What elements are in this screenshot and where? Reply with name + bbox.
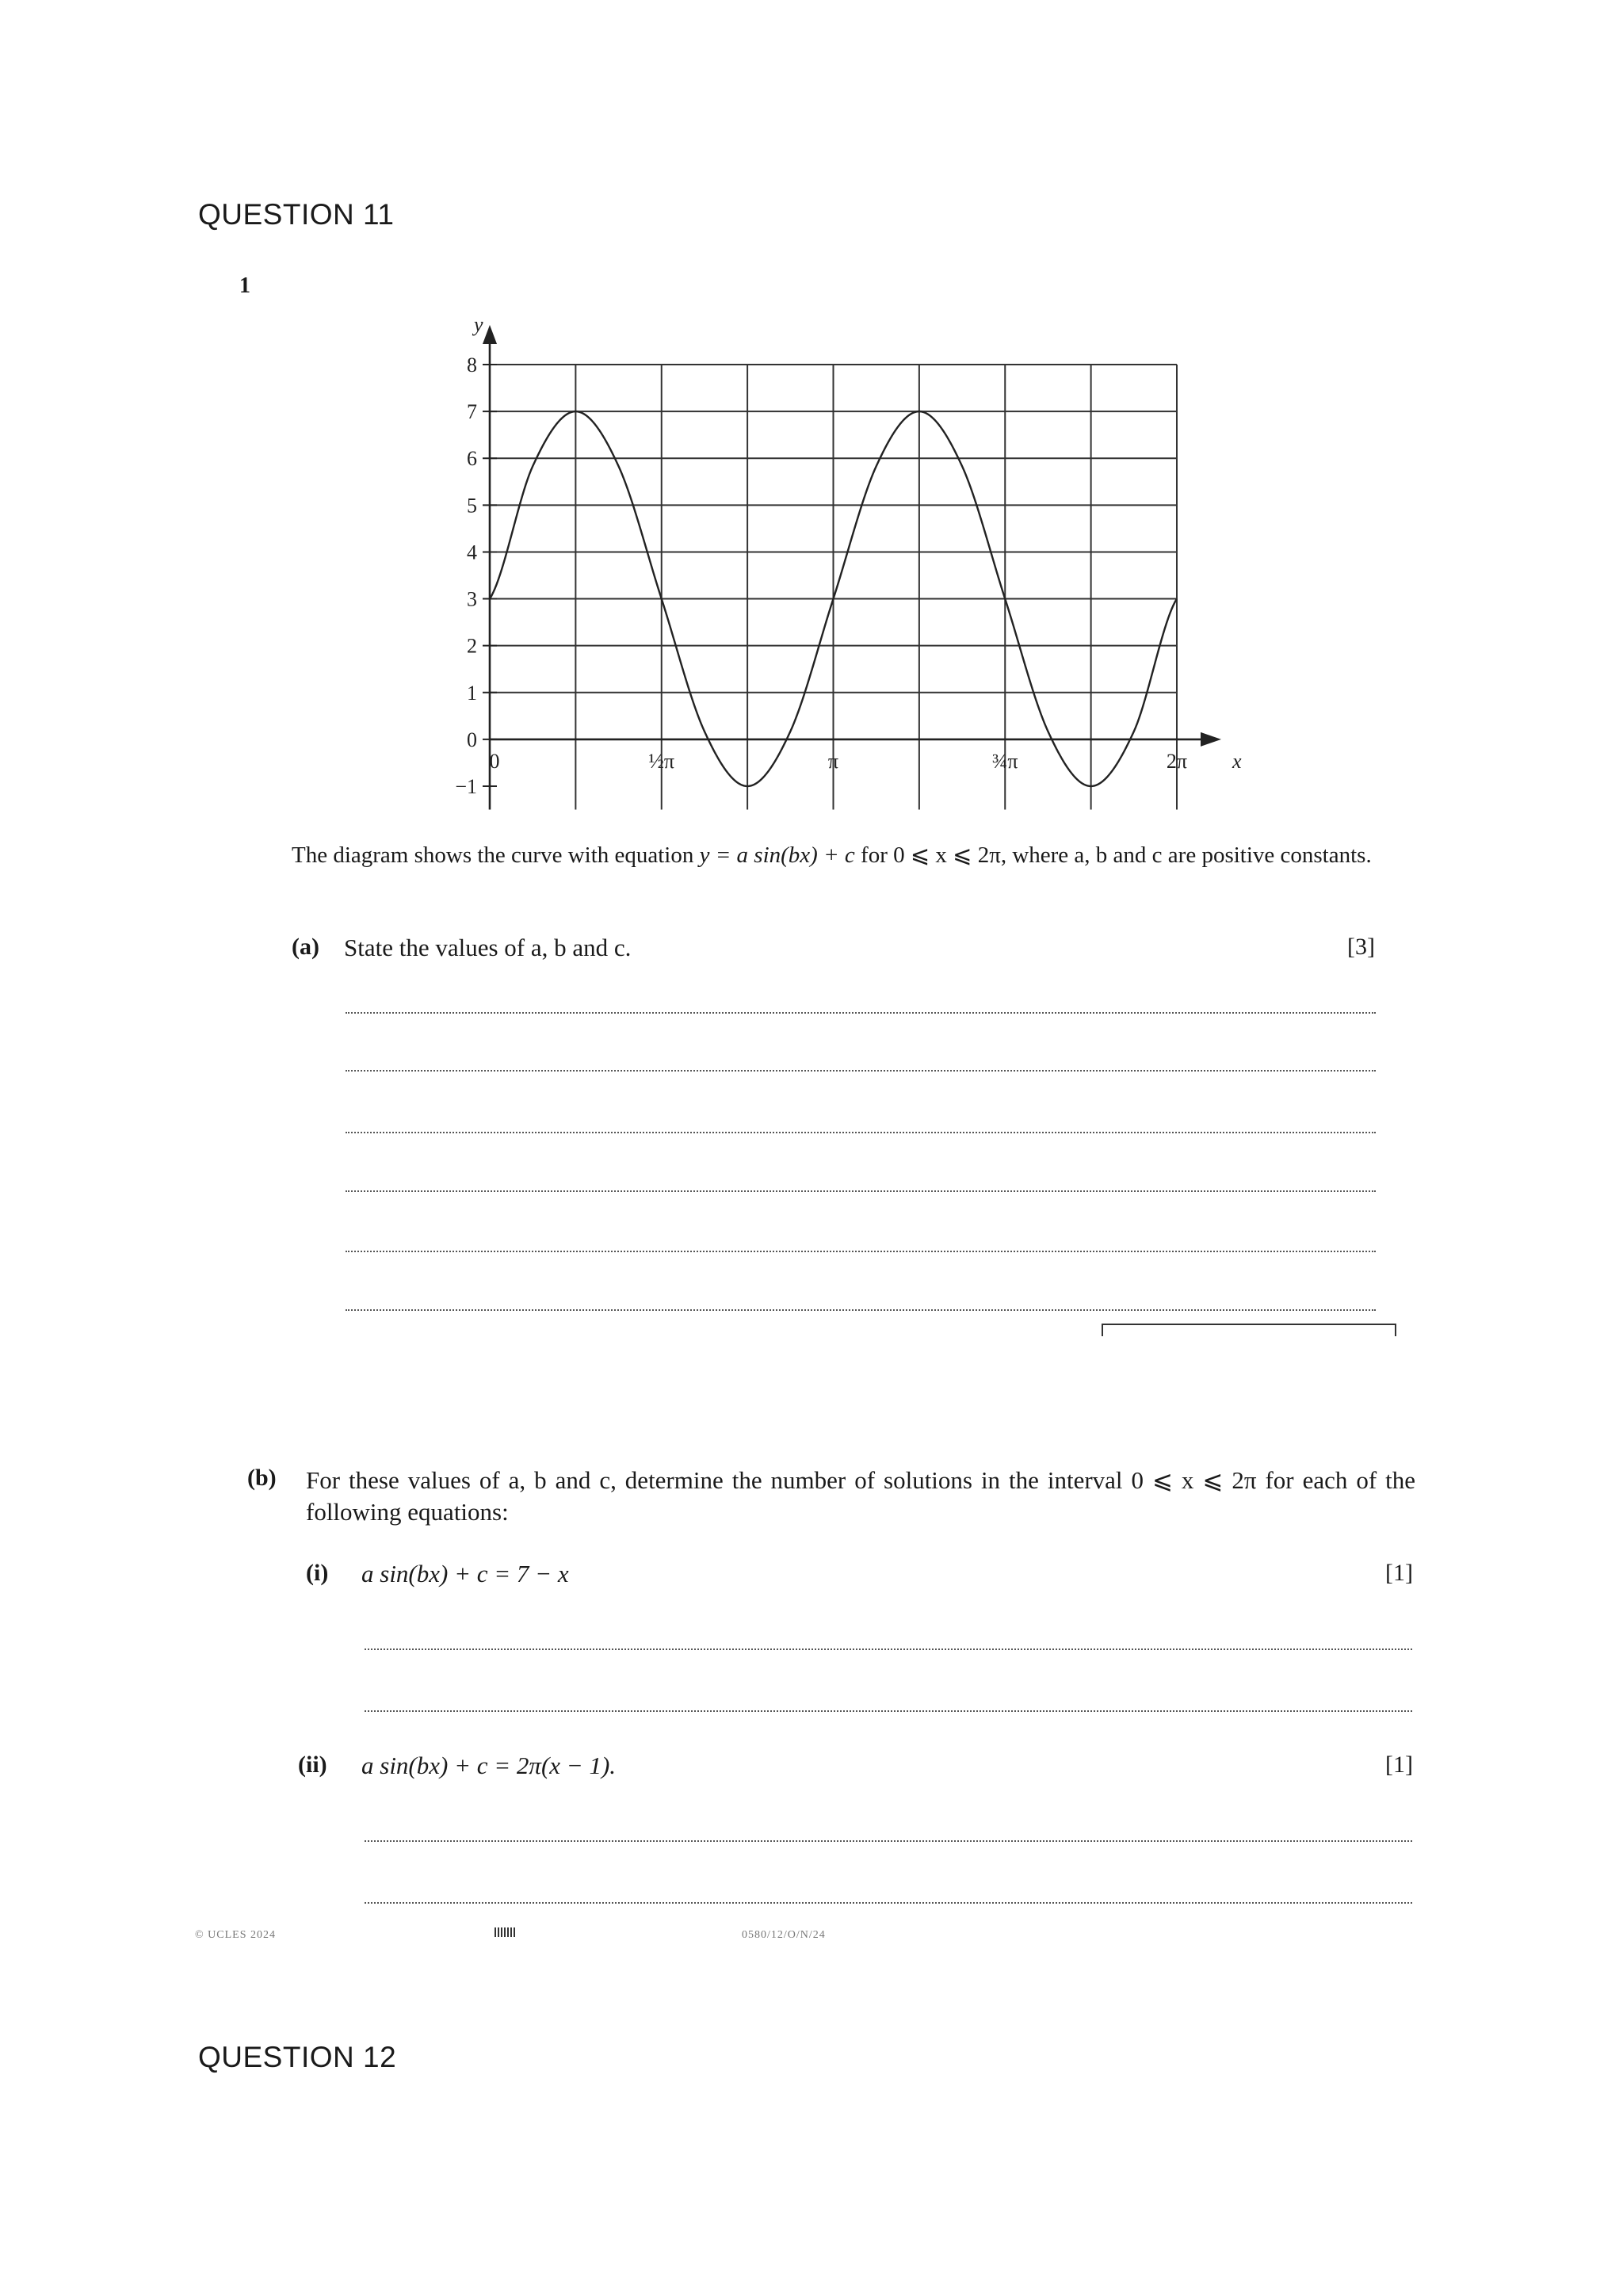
y-tick-label: 0 (467, 728, 477, 751)
answer-line[interactable] (365, 1710, 1412, 1712)
y-tick-label: 7 (467, 400, 477, 424)
answer-line[interactable] (365, 1648, 1412, 1650)
y-axis-arrow-icon (483, 325, 497, 344)
part-b-i-equation: a sin(bx) + c = 7 − x (361, 1560, 569, 1587)
intro-text-mid: for 0 ⩽ x ⩽ 2π, where a, b and c are positive constants. (854, 842, 1372, 868)
answer-line[interactable] (346, 1309, 1376, 1311)
y-tick-label: 8 (467, 353, 477, 376)
curve-equation: y = a sin(bx) + c (699, 842, 855, 868)
y-tick-label: −1 (455, 775, 477, 798)
y-axis-label: y (474, 313, 483, 336)
part-b-i-marks: [1] (1385, 1560, 1413, 1586)
x-axis-label: x (1232, 749, 1242, 773)
part-b-label: (b) (247, 1465, 277, 1491)
graph-labels (455, 313, 1242, 798)
x-tick-label: 0 (489, 749, 500, 773)
part-a-marks: [3] (1347, 934, 1375, 960)
y-tick-label: 4 (467, 541, 477, 564)
intro-paragraph (292, 840, 1379, 871)
part-b-ii-label: (ii) (298, 1752, 327, 1778)
answer-line[interactable] (346, 1012, 1376, 1014)
sine-curve-graph (428, 301, 1242, 808)
y-tick-label: 3 (467, 587, 477, 611)
footer-code: 0580/12/O/N/24 (742, 1929, 826, 1941)
answer-box-fragment (1102, 1324, 1396, 1336)
answer-line[interactable] (346, 1070, 1376, 1072)
answer-line[interactable] (346, 1132, 1376, 1133)
question-number: 1 (239, 273, 250, 298)
part-b-ii-marks: [1] (1385, 1752, 1413, 1778)
answer-line[interactable] (346, 1190, 1376, 1192)
part-a-label: (a) (292, 934, 319, 960)
part-a-text: State the values of a, b and c. (344, 934, 632, 961)
x-tick-label: 2π (1166, 749, 1188, 773)
graph-grid (490, 365, 1177, 810)
answer-line[interactable] (365, 1902, 1412, 1904)
y-tick-label: 6 (467, 447, 477, 471)
answer-line[interactable] (346, 1251, 1376, 1252)
graph-axes (483, 325, 1221, 810)
x-tick-label: ½π (648, 749, 675, 773)
y-tick-label: 5 (467, 494, 477, 518)
part-b-text: For these values of a, b and c, determine the number of solutions in the interval 0 ⩽ x ⩽ 2π for each of the following equations: (306, 1466, 1415, 1526)
x-axis-arrow-icon (1201, 732, 1221, 747)
page-footer (195, 1927, 1400, 1939)
barcode-icon (495, 1927, 515, 1937)
answer-line[interactable] (365, 1840, 1412, 1842)
question-12-header: QUESTION 12 (198, 2041, 397, 2073)
x-tick-label: ¾π (991, 749, 1018, 773)
question-11-header: QUESTION 11 (198, 198, 395, 231)
part-b-ii-equation: a sin(bx) + c = 2π(x − 1). (361, 1752, 617, 1779)
y-tick-label: 2 (467, 634, 477, 658)
part-b-i-label: (i) (306, 1560, 329, 1586)
x-tick-label: π (827, 749, 839, 773)
y-tick-label: 1 (467, 681, 477, 705)
footer-copyright: © UCLES 2024 (195, 1929, 276, 1941)
intro-text-pre: The diagram shows the curve with equation (292, 842, 700, 868)
